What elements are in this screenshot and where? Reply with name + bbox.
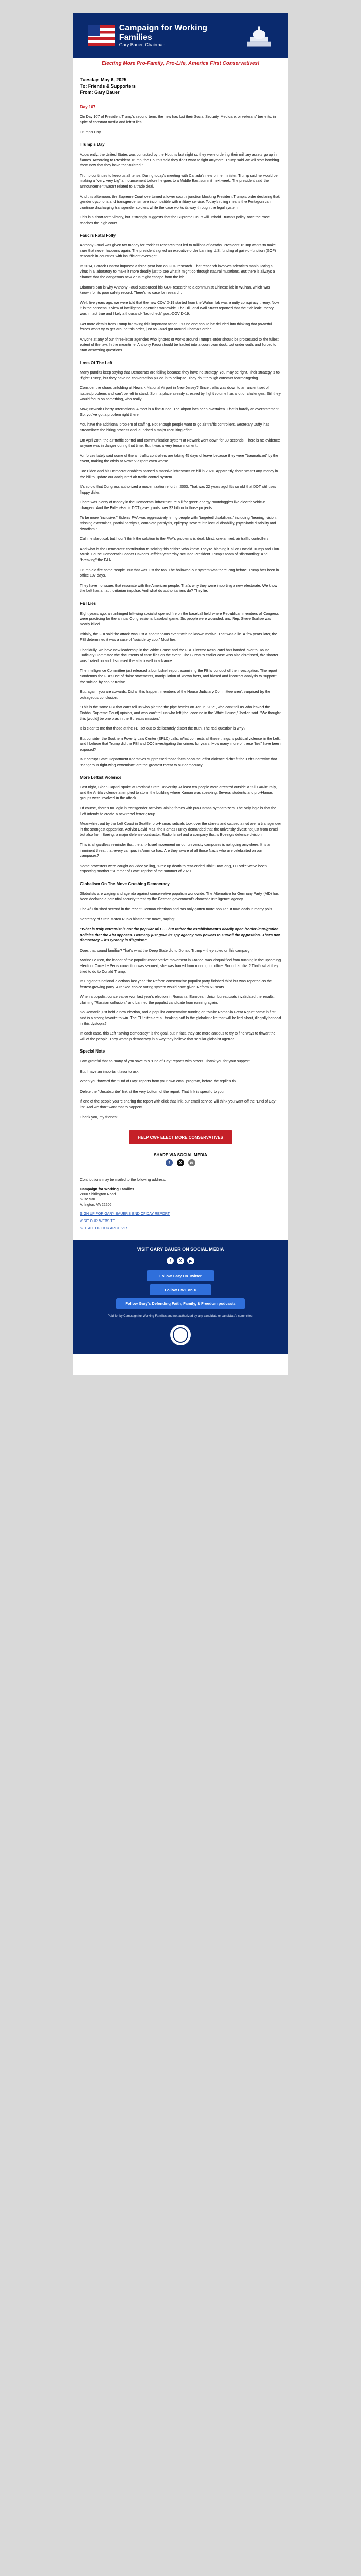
section-paragraph: Thank you, my friends! — [80, 1114, 118, 1120]
section-paragraph: Now, Newark Liberty International Airport is a fine-tuned. The airport has been overtaken. That is hardly an overstatement. So, you've got a problem right there. — [80, 406, 280, 417]
section-paragraph: Apparently, the United States was contacted by the Houthis last night so they were ordering their military assets go up in flames. According to President Trump, the Houthis said they don't want to fight anymore. Trump said we will stop bombing them now that they have "capitulated." — [80, 151, 280, 168]
share-icons — [80, 1159, 281, 1166]
section-paragraph: Air forces lately said some of the air traffic controllers are taking 45 days of leave because they were "traumatized" by the event, making the crisis at Newark airport even worse. — [80, 453, 278, 464]
section-paragraph: Delete the "Unsubscribe" link at the very bottom of the report. That link is specific to you. — [80, 1089, 225, 1094]
section-paragraph: In each case, this Left "saving democracy" is the goal, but in fact, they are more anxious to try to find ways to thwart the will of the people. They worship democracy in a way they believe that secular globalist agenda. — [80, 1031, 276, 1041]
section-heading: Globalism On The Move Crushing Democracy — [80, 881, 170, 886]
section-paragraph: Obama's ban is why Anthony Fauci outsourced his GOF research to a communist Chinese lab in Wuhan, which was known for its poor safety record. There's no case for research. — [80, 284, 270, 295]
report-author: From: Gary Bauer — [80, 90, 120, 95]
archives-link[interactable]: SEE ALL OF OUR ARCHIVES — [80, 1227, 129, 1231]
flag-icon — [88, 25, 115, 46]
follow-gary-button[interactable]: Follow Gary On Twitter — [147, 1270, 214, 1281]
section-paragraph: This is all gardless reminder that the anti-Israel movement on our university campuses is not going anywhere. It is an imminent threat that every campus in America has. Are they aware of all those Nazis who are celebrated on our campuses? — [80, 842, 272, 858]
section-heading: Loss Of The Left — [80, 360, 113, 365]
help-cwf-button[interactable]: HELP CWF ELECT MORE CONSERVATIVES — [129, 1130, 232, 1144]
youtube-icon[interactable]: ▶ — [187, 1257, 194, 1264]
section-paragraph: But corrupt State Department operatives suppressed those facts because leftist violence didn't fit the Left's narrative that "dangerous right-wing extremism" are the greatest threat to our democracy. — [80, 757, 277, 768]
section-paragraph: Last night, Biden Capitol spoke at Portland State University. At least ten people were arrested outside a "Kill Gavin" rally, and the Antifa violence attempted to storm the building where Kaman was speaking. Several students and pro-Hamas groups were involved in the attack. — [80, 785, 277, 801]
signup-link[interactable]: SIGN UP FOR GARY BAUER'S END OF DAY REPORT — [80, 1212, 170, 1216]
section-paragraph: Call me skeptical, but I don't think the solution to the FAA's problems is deaf, blind, one-armed, air traffic controllers. — [80, 536, 270, 541]
section-paragraph: It is clear to me that those at the FBI set out to deliberately distort the truth. The real question is why? — [80, 726, 246, 731]
addr-line3: Arlington, VA 22206 — [80, 1203, 112, 1207]
addr-line2: Suite 930 — [80, 1198, 95, 1202]
legal-text: Paid for by Campaign for Working Families and not authorized by any candidate or candidate's committee. — [107, 1315, 254, 1318]
section-heading: More Leftist Violence — [80, 775, 122, 780]
section-paragraph: They have no issues that resonate with the American people. That's why they were importing a new electorate. We know the Left has an authoritarian impulse. And what do authoritarians do? They lie. — [80, 583, 278, 594]
section-paragraph: Meanwhile, out by the Left Coast in Seattle, pro-Hamas radicals took over the streets and caused a riot over a transgender in the strongest opposition. Activist David Maz, the Hamas Hurley demanded that the university divest not just from Israel but also from Boeing, a major defense contractor. Radio Israel and a company that is Boeing's defense division. — [80, 821, 281, 837]
x-icon[interactable]: X — [177, 1159, 184, 1166]
section-paragraph: Anthony Fauci was given tax money for reckless research that led to millions of deaths. President Trump wants to make sure that never happens again. The president signed an executive order banning U.S. funding of gain-of-function (GOF) research in countries with insufficient oversight. — [80, 243, 276, 259]
email-sheet — [73, 13, 288, 1375]
section-paragraph: But consider the Southern Poverty Law Center (SPLC) calls. What connects all these things is political violence in the Left, and I believe that Trump did the FBI and DOJ investigating the crimes for years. How many more of these "lies" have been exposed? — [80, 736, 281, 752]
section-paragraph: This is a short-term victory, but it strongly suggests that the Supreme Court will uphold Trump's policy once the case reaches the high court. — [80, 215, 270, 225]
section-paragraph: If one of the people you're sharing the report with click that link, our email service will think you want off the "End of Day" list. And we don't want that to happen! — [80, 1099, 277, 1109]
report-body — [80, 105, 281, 1120]
section-paragraph: Some protesters were caught on video yelling, "Free up death to rear-ended Bibi!" How long, O Lord? We've been expecting another "Summer of Love" reprise of the summer of 2020. — [80, 863, 267, 874]
banner-tagline: Electing More Pro-Family, Pro-Life, America First Conservatives! — [101, 61, 260, 66]
report-meta — [80, 77, 281, 95]
social-title: VISIT GARY BAUER ON SOCIAL MEDIA — [137, 1247, 224, 1252]
section-paragraph: It's so old that Congress authorized a modernization effort in 2003. That was 22 years ago! It's so old that DOT still uses floppy disks! — [80, 484, 276, 495]
section-paragraph: Globalists are waging and agenda against conservative populism worldwide. The Alternative for Germany Party (AfD) has been declared a potential security threat by the German government's domestic intelligence agency. — [80, 891, 279, 902]
section-paragraph: To be more "inclusive," Biden's FAA was aggressively hiring people with "targeted disabilities," including "hearing, vision, missing extremities, partial paralysis, complete paralysis, epilepsy, severe intellectual disability, psychiatric disability and dwarfism." — [80, 515, 277, 531]
org-name: Campaign for Working Families — [80, 1188, 134, 1192]
section-paragraph: Anyone at any of our three-letter agencies who ignores or works around Trump's order should be prosecuted to the fullest extent of the law. In the meantime, Anthony Fauci should be hauled into a courtroom dock, put under oath, and forced to start answering questions. — [80, 336, 279, 352]
section-paragraph: "This is the same FBI that can't tell us who planted the pipe bombs on Jan. 6, 2021, who can't tell us who leaked the Dobbs [Supreme Court] opinion, and who can't tell us who left [the] cocaine in the White House," Jordan said. "We thought this [would] be one bias in the Bureau's mission." — [80, 705, 281, 721]
section-heading: Day 107 — [80, 105, 96, 109]
website-link[interactable]: VISIT OUR WEBSITE — [80, 1219, 116, 1224]
mail-intro: Contributions may be mailed to the following address: — [80, 1178, 166, 1182]
share-label: SHARE VIA SOCIAL MEDIA — [154, 1153, 207, 1158]
banner-title: Campaign for Working Families — [119, 24, 208, 42]
section-paragraph: But I have an important favor to ask. — [80, 1069, 140, 1074]
header-banner — [73, 13, 288, 58]
section-paragraph: When a populist conservative won last year's election in Romania, European Union bureaucrats invalidated the results, claiming "Russian collusion," and banned the populist candidate from running again. — [80, 994, 275, 1005]
section-paragraph: Secretary of State Marco Rubio blasted the move, saying: — [80, 917, 175, 922]
section-heading: FBI Lies — [80, 601, 96, 606]
section-paragraph: Consider the chaos unfolding at Newark National Airport in New Jersey? Since traffic was down to an ancient set of issues/problems and can't be left to stand. So in a place already stressed by flight volume has a lot of challenges. Still they would focus on something, who really. — [80, 385, 281, 401]
section-paragraph: And this afternoon, the Supreme Court overturned a lower court injunction blocking President Trump's order declaring that gender dysphoria and transgenderism are incompatible with military service. Today's ruling means the Pentagon can continue discharging transgender soldiers while the case works its way through the legal system. — [80, 194, 280, 210]
section-paragraph: Does that sound familiar? That's what the Deep State did to Donald Trump -- they spied on his campaign. — [80, 947, 253, 953]
section-paragraph: Marine Le Pen, the leader of the populist conservative movement in France, was disqualified from running in the upcoming election. Once Le Pen's conviction was secured, she was barred from running for office. Sound familiar? That's what they tried to do to Donald Trump. — [80, 958, 281, 974]
follow-cwf-button[interactable]: Follow CWF on X — [150, 1284, 211, 1295]
section-paragraph: "What is truly extremist is not the popular AfD . . . but rather the establishment's deadly open border immigration policies that the AfD opposes. Germany just gave its spy agency new powers to surveil the opposition. That's not democracy -- it's tyranny in disguise." — [80, 926, 280, 943]
addr-line1: 2800 Shirlington Road — [80, 1193, 116, 1197]
cwf-logo-icon — [170, 1325, 191, 1345]
section-paragraph: Trump's Day — [80, 129, 101, 134]
email-icon[interactable]: ✉ — [188, 1159, 195, 1166]
facebook-icon[interactable]: f — [166, 1159, 173, 1166]
section-paragraph: Many pundits keep saying that Democrats are failing because they have no strategy. You may be right. Their strategy is to "fight" Trump, but they have no conversation pulled in to collapse. They do it through constant fearmongering. — [80, 370, 280, 380]
section-paragraph: On April 28th, the air traffic control and communication system at Newark went down for 30 seconds. There is no evidence anyone was in danger during that time. But it was a very tense moment. — [80, 437, 281, 448]
banner-subtitle: Gary Bauer, Chairman — [119, 42, 166, 47]
social-icons — [80, 1257, 281, 1264]
section-paragraph: On Day 107 of President Trump's second term, the new has lost their Social Security, Medicare, or veterans' benefits, in spite of constant media and leftist lies. — [80, 114, 276, 125]
section-paragraph: When you forward the "End of Day" reports from your own email program, before the replies tip. — [80, 1079, 237, 1084]
x-icon[interactable]: X — [177, 1257, 184, 1264]
section-paragraph: Thankfully, we have new leadership in the White House and the FBI. Director Kash Patel has handed over to House Judiciary Committee the documents of case files on the event. The Bureau's earlier case was also dismissed, the shooter was fixated on and discussed the attack well in advance. — [80, 647, 279, 663]
section-heading: Trump's Day — [80, 142, 105, 147]
section-paragraph: But, again, you are cowards. Did all this happen, members of the House Judiciary Committee aren't surprised by the outrageous conclusion. — [80, 689, 270, 700]
report-date: Tuesday, May 6, 2025 — [80, 77, 127, 82]
capitol-icon — [245, 23, 273, 48]
section-paragraph: Trump continues to keep us all tense. During today's meeting with Canada's new prime minister, Trump said he would be making a "very, very big" announcement before he goes to a Middle East summit next week. The president said the announcement wasn't related to a trade deal. — [80, 173, 278, 189]
footer — [80, 1178, 281, 1231]
section-paragraph: Joe Biden and his Democrat enablers passed a massive infrastructure bill in 2021. Apparently, there wasn't any money in the bill to update our antiquated air traffic control system. — [80, 468, 278, 479]
section-heading: Special Note — [80, 1049, 105, 1054]
section-paragraph: The AfD finished second in the recent German elections and has only gotten more popular. It now leads in many polls. — [80, 906, 273, 911]
section-paragraph: Trump did fire some people. But that was just the top. The hollowed-out system was there long before. Trump has been in office 107 days. — [80, 567, 280, 578]
section-paragraph: In 2014, Barack Obama imposed a three-year ban on GOF research. That research involves scientists manipulating a virus in a laboratory to make it more deadly just to see what it might do through natural mutations. But there is always a chance that the dangerous new virus might escape from the lab. — [80, 263, 275, 280]
section-paragraph: And what is the Democrats' contribution to solving this crisis? Who knew. They're blaming it all on Donald Trump and Elon Musk. House Democratic Leader Hakeem Jeffries yesterday accused President Trump's team of "dismantling" and "breaking" the FAA. — [80, 546, 280, 563]
report-recipient: To: Friends & Supporters — [80, 83, 136, 89]
section-paragraph: Get more details from Trump for taking this important action. But no one should be deluded into thinking that powerful forces won't try to get around this order, just as Fauci got around Obama's order. — [80, 321, 272, 332]
section-paragraph: In England's national elections last year, the Reform conservative populist party finished third but was reported as the fastest-growing party. A ranked choice voting system would have given Reform 60 seats. — [80, 979, 272, 989]
section-paragraph: So Romania just held a new election, and a populist conservative running on "Make Romania Great Again" came in first and is a strong favorite to win. The EU elites are all freaking out! Is the globalist elite that will be lied about, illegally handed in this dystopia? — [80, 1010, 281, 1026]
section-paragraph: You have the additional problem of staffing. Not enough people want to go air traffic controllers. Secretary Duffy has streamlined the hiring process and launched a major recruiting effort. — [80, 422, 269, 432]
facebook-icon[interactable]: f — [167, 1257, 174, 1264]
section-heading: Fauci's Fatal Folly — [80, 233, 116, 238]
section-paragraph: Initially, the FBI said the attack was just a spontaneous event with no known motive. That was a lie. A few years later, the FBI determined it was a case of "suicide by cop." Most lies. — [80, 632, 277, 642]
section-paragraph: There was plenty of money in the Democrats' infrastructure bill for green energy boondoggles like electric vehicle chargers. And the Biden-Harris DOT gave grants over $2 billion to those projects. — [80, 500, 265, 510]
section-paragraph: The Intelligence Committee just released a bombshell report examining the FBI's conduct of the investigation. The report condemns the FBI's use of "false statements, manipulation of known facts, and biased and incorrect analysis to support" the suicide by cop narrative. — [80, 668, 277, 684]
section-paragraph: I am grateful that so many of you save this "End of Day" reports with others. Thank you for your support. — [80, 1059, 251, 1064]
section-paragraph: Of course, there's no logic in transgender activists joining forces with pro-Hamas sympathizers. The only logic is that the Left intends to create a new rebel terror group. — [80, 806, 277, 816]
section-paragraph: Eight years ago, an unhinged left-wing socialist opened fire on the baseball field where Republican members of Congress were practicing for the annual Congressional baseball game. Six people were wounded, and Rep. Steve Scalise was nearly killed. — [80, 611, 279, 626]
podcast-button[interactable]: Follow Gary's Defending Faith, Family, & Freedom podcasts — [116, 1298, 245, 1309]
section-paragraph: Well, five years ago, we were told that the new COVID-19 started from the Wuhan lab was a nutty conspiracy theory. Now it is the consensus view of intelligence agencies worldwide. The Hill, and Wall Street reported that the "lab leak" theory was in fact true and likely a thousand- "fact-check" post-COVID-19. — [80, 300, 280, 316]
social-box — [73, 1240, 288, 1354]
